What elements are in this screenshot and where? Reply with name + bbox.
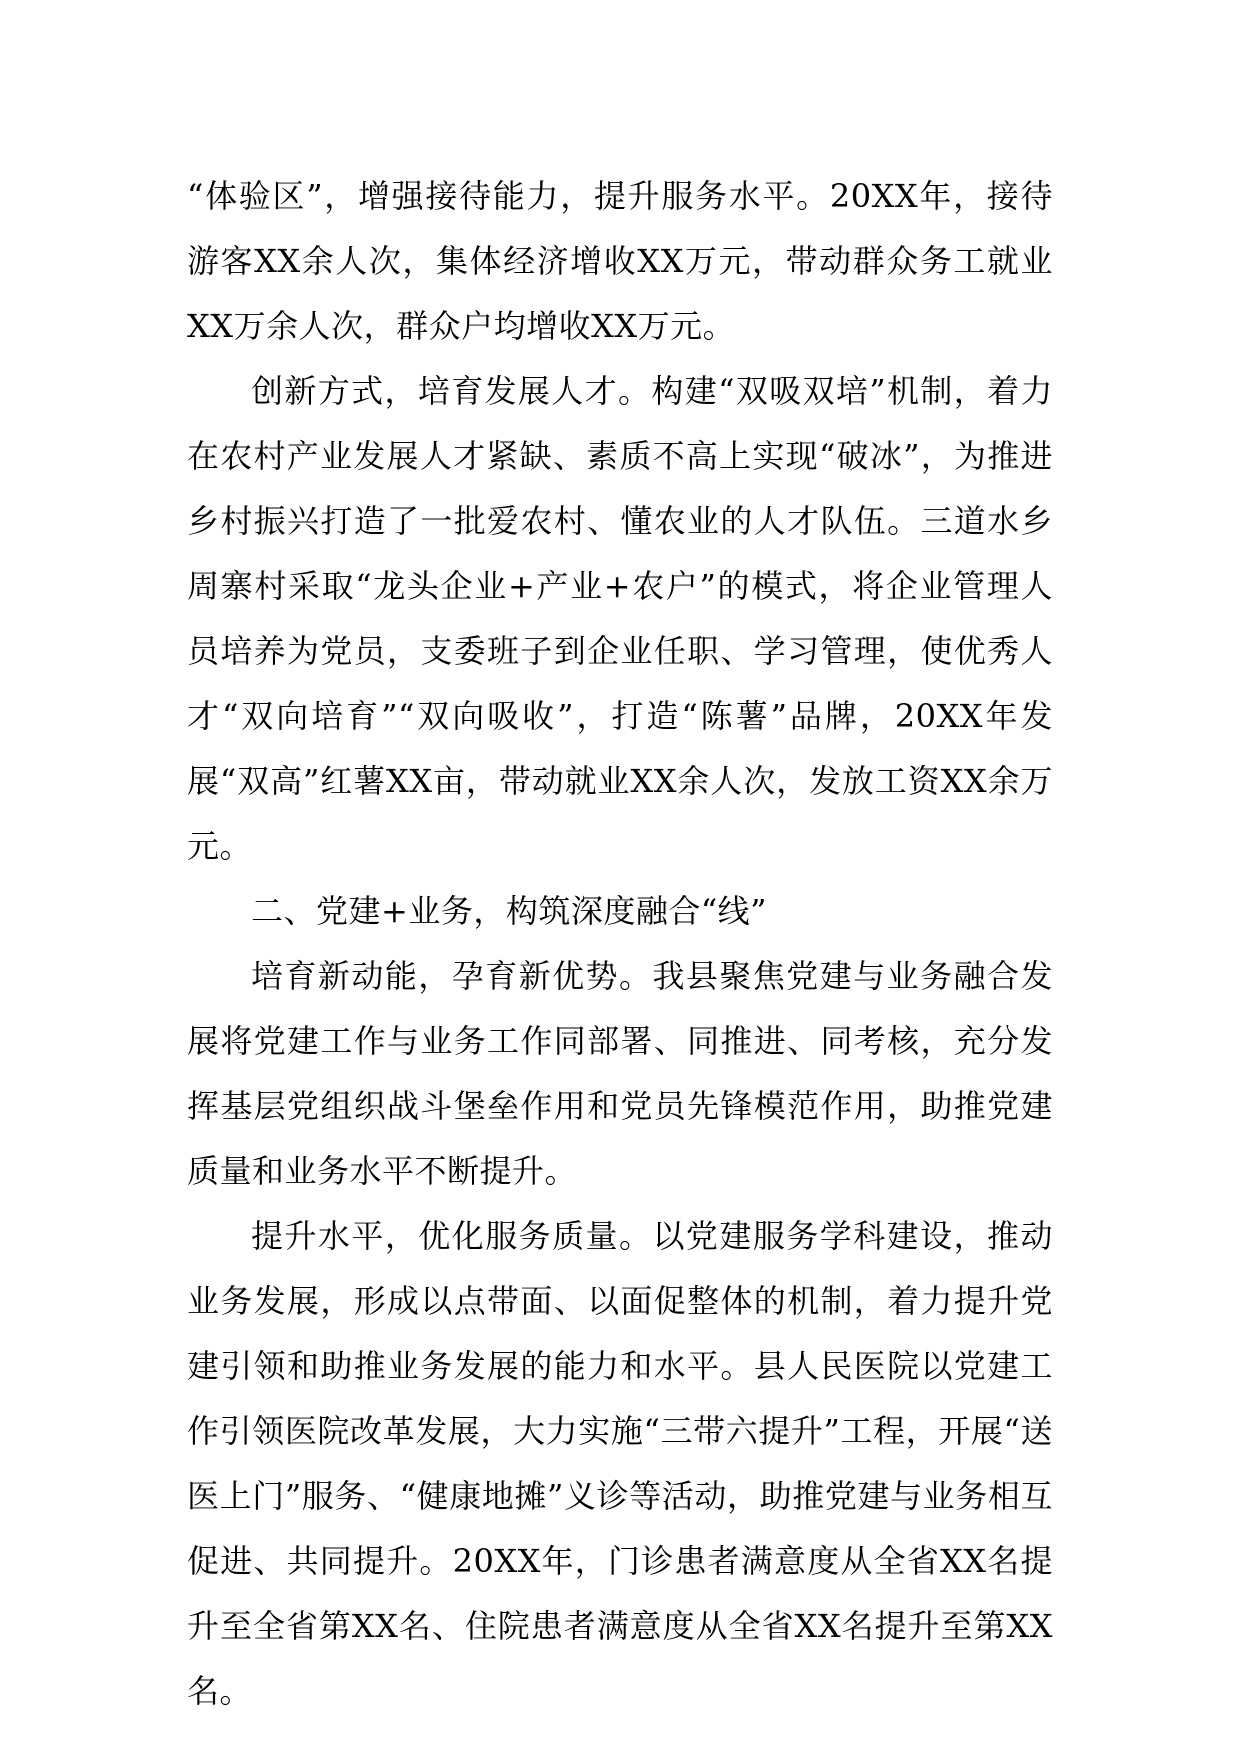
- paragraph-talent-cultivation: 创新方式，培育发展人才。构建“双吸双培”机制，着力在农村产业发展人才紧缺、素质不高上实现“破冰”，为推进乡村振兴打造了一批爱农村、懂农业的人才队伍。三道水乡周寨村采取“龙头企业+产业+农户”的模式，将企业管理人员培养为党员，支委班子到企业任职、学习管理，使优秀人才“双向培育”“双向吸收”，打造“陈薯”品牌，20XX年发展“双高”红薯XX亩，带动就业XX余人次，发放工资XX余万元。: [187, 372, 1053, 865]
- document-body: [187, 164, 1053, 1724]
- paragraph-service-quality: 提升水平，优化服务质量。以党建服务学科建设，推动业务发展，形成以点带面、以面促整体的机制，着力提升党建引领和助推业务发展的能力和水平。县人民医院以党建工作引领医院改革发展，大力实施“三带六提升”工程，开展“送医上门”服务、“健康地摊”义诊等活动，助推党建与业务相互促进、共同提升。20XX年，门诊患者满意度从全省XX名提升至全省第XX名、住院患者满意度从全省XX名提升至第XX名。: [187, 1217, 1053, 1710]
- paragraph-tourism-results: “体验区”，增强接待能力，提升服务水平。20XX年，接待游客XX余人次，集体经济增收XX万元，带动群众务工就业XX万余人次，群众户均增收XX万元。: [187, 177, 1053, 345]
- paragraph-new-momentum: 培育新动能，孕育新优势。我县聚焦党建与业务融合发展将党建工作与业务工作同部署、同推进、同考核，充分发挥基层党组织战斗堡垒作用和党员先锋模范作用，助推党建质量和业务水平不断提升。: [187, 957, 1053, 1190]
- section-heading-party-business: 二、党建+业务，构筑深度融合“线”: [251, 892, 768, 930]
